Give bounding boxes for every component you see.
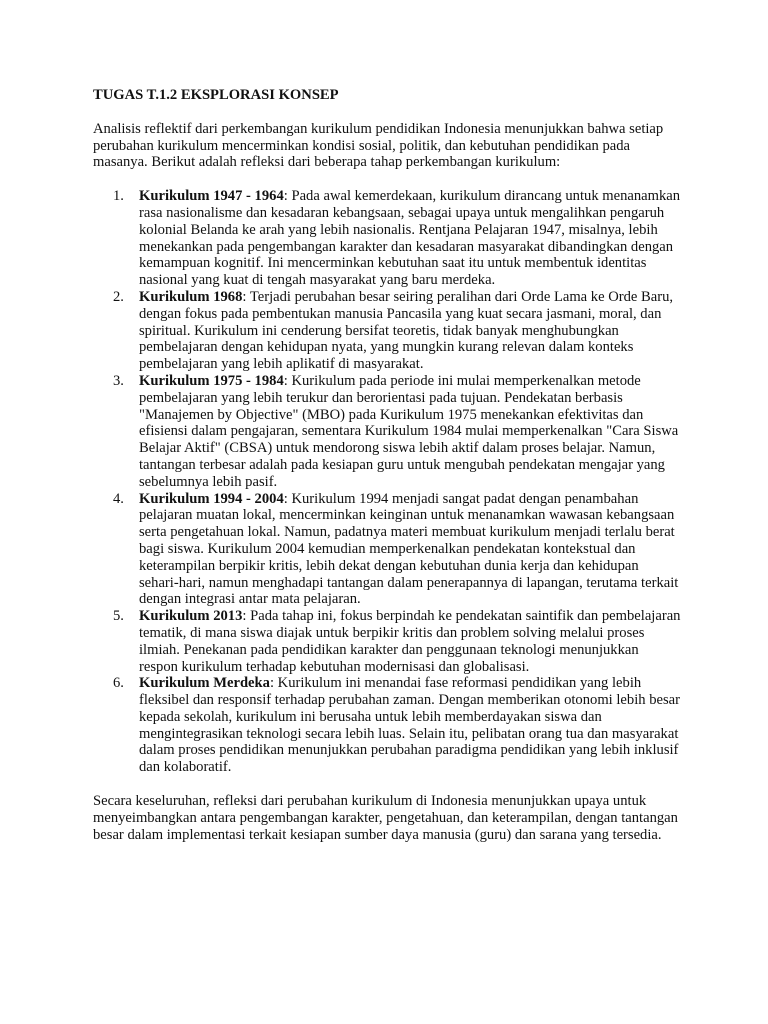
curriculum-term: Kurikulum 1947 - 1964 <box>139 188 284 205</box>
list-number: 5. <box>113 608 124 625</box>
curriculum-description: : Pada tahap ini, fokus berpindah ke pendekatan saintifik dan pembelajaran tematik, di mana siswa diajak untuk berpikir kritis dan problem solving melalui proses ilmiah. Penekanan pada pendidikan karakter dan penggunaan teknologi menunjukkan respon kurikulum terhadap kebutuhan modernisasi dan globalisasi. <box>139 608 681 675</box>
curriculum-description: : Kurikulum ini menandai fase reformasi pendidikan yang lebih fleksibel dan responsif terhadap perubahan zaman. Dengan memberikan otonomi lebih besar kepada sekolah, kurikulum ini berusaha untuk lebih memberdayakan siswa dan mengintegrasikan teknologi secara lebih luas. Selain itu, pelibatan orang tua dan masyarakat dalam proses pendidikan menunjukkan perubahan paradigma pendidikan yang lebih inklusif dan kolaboratif. <box>139 675 680 776</box>
curriculum-term: Kurikulum 1975 - 1984 <box>139 372 284 389</box>
curriculum-list <box>93 188 681 776</box>
document-title: TUGAS T.1.2 EKSPLORASI KONSEP <box>93 87 339 103</box>
curriculum-description: : Kurikulum 1994 menjadi sangat padat dengan penambahan pelajaran muatan lokal, mencerminkan keinginan untuk menanamkan wawasan kebangsaan serta pengetahuan lokal. Namun, padatnya materi membuat kurikulum menjadi terlalu berat bagi siswa. Kurikulum 2004 kemudian memperkenalkan pendekatan kontekstual dan keterampilan berpikir kritis, lebih dekat dengan kebutuhan dunia kerja dan kehidupan sehari-hari, namun menghadapi tantangan dalam penerapannya di lapangan, terutama terkait dengan integrasi antar mata pelajaran. <box>139 490 679 608</box>
list-number: 2. <box>113 288 124 305</box>
list-item <box>113 608 681 675</box>
curriculum-term: Kurikulum 1994 - 2004 <box>139 490 284 507</box>
curriculum-term: Kurikulum 1968 <box>139 288 243 305</box>
curriculum-description: : Pada awal kemerdekaan, kurikulum dirancang untuk menanamkan rasa nasionalisme dan kesadaran kebangsaan, sebagai upaya untuk mengalihkan pengaruh kolonial Belanda ke arah yang lebih nasionalis. Rentjana Pelajaran 1947, misalnya, lebih menekankan pada pengembangan karakter dan kesadaran masyarakat dibandingkan dengan kemampuan kognitif. Ini mencerminkan kebutuhan saat itu untuk membentuk identitas nasional yang kuat di tengah masyarakat yang baru merdeka. <box>139 188 681 289</box>
intro-paragraph: Analisis reflektif dari perkembangan kurikulum pendidikan Indonesia menunjukkan bahwa setiap perubahan kurikulum mencerminkan kondisi sosial, politik, dan kebutuhan pendidikan pada masanya. Berikut adalah refleksi dari beberapa tahap perkembangan kurikulum: <box>93 120 664 171</box>
curriculum-term: Kurikulum 2013 <box>139 608 243 625</box>
list-number: 6. <box>113 675 124 692</box>
curriculum-description: : Terjadi perubahan besar seiring peralihan dari Orde Lama ke Orde Baru, dengan fokus pada pembentukan manusia Pancasila yang kuat secara jasmani, moral, dan spiritual. Kurikulum ini cenderung bersifat teoretis, tidak banyak menghubungkan pembelajaran dengan kehidupan nyata, yang mungkin kurang relevan dalam konteks pembelajaran yang lebih aplikatif di masyarakat. <box>139 288 674 373</box>
list-item <box>113 288 681 373</box>
list-item <box>113 188 681 289</box>
document-page <box>93 87 681 843</box>
list-number: 1. <box>113 188 124 205</box>
list-item <box>113 675 681 776</box>
curriculum-term: Kurikulum Merdeka <box>139 675 270 692</box>
curriculum-description: : Kurikulum pada periode ini mulai memperkenalkan metode pembelajaran yang lebih terukur dan berorientasi pada tujuan. Pendekatan berbasis "Manajemen by Objective" (MBO) pada Kurikulum 1975 menekankan efektivitas dan efisiensi dalam pengajaran, sementara Kurikulum 1984 mulai memperkenalkan "Cara Siswa Belajar Aktif" (CBSA) untuk mendorong siswa lebih aktif dalam proses belajar. Namun, tantangan terbesar adalah pada kesiapan guru untuk mengubah pendekatan mengajar yang sebelumnya lebih pasif. <box>139 372 679 490</box>
list-number: 4. <box>113 490 124 507</box>
list-item <box>113 372 681 491</box>
list-item <box>113 490 681 609</box>
list-number: 3. <box>113 372 124 389</box>
conclusion-paragraph: Secara keseluruhan, refleksi dari perubahan kurikulum di Indonesia menunjukkan upaya untuk menyeimbangkan antara pengembangan karakter, pengetahuan, dan keterampilan, dengan tantangan besar dalam implementasi terkait kesiapan sumber daya manusia (guru) dan sarana yang tersedia. <box>93 793 678 843</box>
